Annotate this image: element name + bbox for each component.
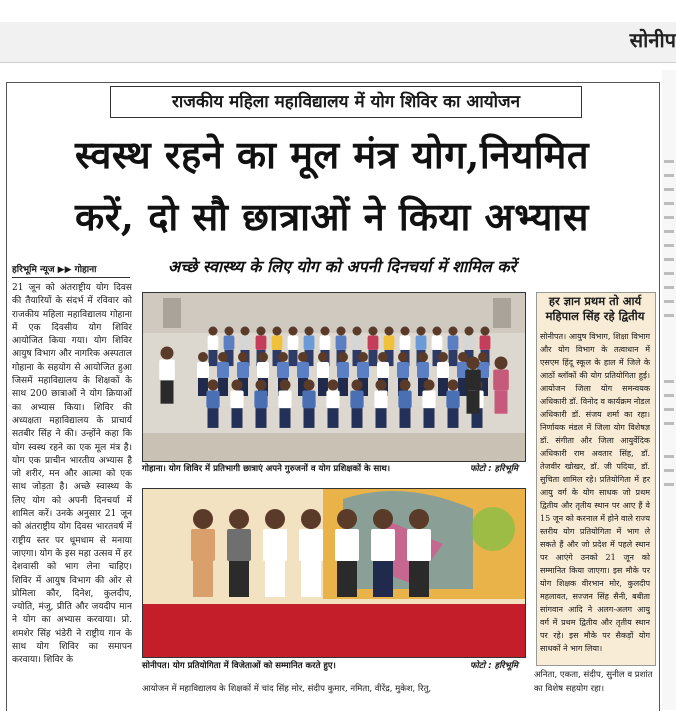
sidebar-title: हर ज्ञान प्रथम तो आर्य महिपाल सिंह रहे द्वितीय: [545, 294, 645, 323]
person-figure: [465, 357, 481, 414]
person-figure: [317, 352, 329, 396]
person-figure: [374, 380, 387, 428]
article-body-column: [12, 282, 132, 712]
group-photo: [142, 292, 526, 462]
person-figure: [398, 380, 411, 428]
article-kicker: राजकीय महिला महाविद्यालय में योग शिविर का आयोजन: [110, 86, 582, 118]
person-figure: [206, 380, 219, 428]
sidebar-paragraph: सोनीपत। आयुष विभाग, शिक्षा विभाग और योग विभाग के तत्वाधान में एसएम हिंदू स्कूल के हाल में जिले के आठों ब्लॉकों की योग प्रतियोगिता हुई। आयोजन जिला योग समन्वयक अधिकारी डॉ. विनोद व कार्यक्रम नोडल अधिकारी डॉ. संजय शर्मा का रहा। निर्णायक मंडल में जिला योग विशेषज्ञ डॉ. संगीता और जिला आयुर्वेदिक अधिकारी राम अवतार सिंह, डॉ. तेजवीर खोखर, डॉ. जी पदिया, डॉ. सुचिता शामिल रहे। प्रतियोगिता में हर आयु वर्ग के योग साधक जो प्रथम द्वितीय और तृतीय स्थान पर आए हैं वे 15 जून को करनाल में होने वाले राज्य स्तरीय योग प्रतियोगिता में भाग ले सकते हैं और जो प्रदेश में पहले स्थान पर आएंगे उनको 21 जून को सम्मानित किया जाएगा। इस मौके पर योग शिक्षक वीरभान मोर, कुलदीप महलावत, सज्जन सिंह सैनी, बबीता सांगवान आदि ने अलग-अलग आयु वर्ग में प्रथम द्वितीय और तृतीय स्थान पर रहे। इस मौके पर सैकड़ों योग साधकों ने भाग लिया।: [540, 332, 651, 653]
person-figure: [191, 509, 215, 597]
person-figure: [326, 380, 339, 428]
person-figure: [197, 352, 209, 396]
photo-credit-2: फोटो : हरिभूमि: [470, 661, 519, 671]
photo-caption-2: सोनीपत। योग प्रतियोगिता में विजेताओं को सम्मानित करते हुए।: [142, 661, 336, 671]
byline: हरिभूमि न्यूज ▶▶ गोहाना: [12, 262, 130, 278]
sidebar-body: [540, 330, 650, 655]
person-figure: [350, 380, 363, 428]
person-figure: [407, 509, 431, 597]
award-photo-illustration: [143, 489, 525, 657]
person-figure: [493, 357, 509, 414]
article-body-paragraph: 21 जून को अंतराष्ट्रीय योग दिवस की तैयारियों के संदर्भ में रविवार को राजकीय महिला महाविद्यालय गोहाना में एक दिवसीय योग शिविर आयोजित किया गया। योग शिविर आयुष विभाग और नागरिक अस्पताल गोहाना के सहयोग से आयोजित हुआ जिसमें महाविद्यालय के शिक्षकों के साथ 200 छात्राओं ने योग क्रियाओं का अभ्यास किया। शिविर की अध्यक्षता महाविद्यालय के प्राचार्य सतबीर सिंह ने की। उन्होंने कहा कि योग स्वस्थ रहने का एक मूल मंत्र है। योग एक प्राचीन भारतीय अभ्यास है जो शरीर, मन और आत्मा को एक साथ जोड़ता है। अच्छे स्वास्थ्य के लिए योग को अपनी दिनचर्या में शामिल करें। उनके अनुसार 21 जून को अंतराष्ट्रीय योग दिवस भारतवर्ष में राष्ट्रीय स्तर पर धूमधाम से मनाया जाएगा। योग के इस महा उत्सव में हर देशवासी को भाग लेना चाहिए। शिविर में आयुष विभाग की ओर से प्रोमिला कौर, दिनेश, कुलदीप, ज्योति, मंजु, प्रीति और जयदीप मान ने योग का अभ्यास करवाया। प्रो. शमशेर सिंह भंडेरी ने राष्ट्रीय गान के साथ योग शिविर का समापन करवाया। शिविर के: [12, 283, 132, 666]
person-figure: [217, 352, 229, 396]
masthead-band: [0, 22, 676, 63]
person-figure: [335, 509, 359, 597]
sidebar-footer-text: अनिता, एकता, संदीप, सुनील व प्रशांत का विशेष सहयोग रहा।: [534, 670, 653, 694]
person-figure: [422, 380, 435, 428]
person-figure: [288, 327, 299, 367]
headline-line-1: स्वस्थ रहने का मूल मंत्र योग,नियमित: [74, 132, 590, 177]
person-figure: [446, 380, 459, 428]
person-figure: [230, 380, 243, 428]
edition-city: सोनीप: [629, 28, 676, 52]
person-figure: [371, 509, 395, 597]
headline-line-2: करें, दो सौ छात्राओं ने किया अभ्यास: [75, 194, 589, 239]
person-figure: [448, 327, 459, 367]
adjacent-column-edge: [662, 70, 676, 710]
person-figure: [227, 509, 251, 597]
person-figure: [302, 380, 315, 428]
person-figure: [208, 327, 219, 367]
subheadline: अच्छे स्वास्थ्य के लिए योग को अपनी दिनचर्या में शामिल करें: [168, 257, 517, 276]
person-figure: [337, 352, 349, 396]
person-figure: [159, 347, 175, 404]
group-photo-illustration: [143, 293, 525, 461]
article-body-continued: आयोजन में महाविद्यालय के शिक्षकों में चांद सिंह मोर, संदीप कुमार, नमिता, वीरेंद्र, मुकेश, रितु,: [142, 684, 432, 694]
award-photo: [142, 488, 526, 658]
person-figure: [368, 327, 379, 367]
person-figure: [278, 380, 291, 428]
person-figure: [254, 380, 267, 428]
person-figure: [263, 509, 287, 597]
photo-caption-1: गोहाना। योग शिविर में प्रतिभागी छात्राएं अपने गुरुजनों व योग प्रशिक्षकों के साथ।: [142, 464, 391, 474]
photo-credit-1: फोटो : हरिभूमि: [470, 464, 519, 474]
person-figure: [437, 352, 449, 396]
person-figure: [299, 509, 323, 597]
